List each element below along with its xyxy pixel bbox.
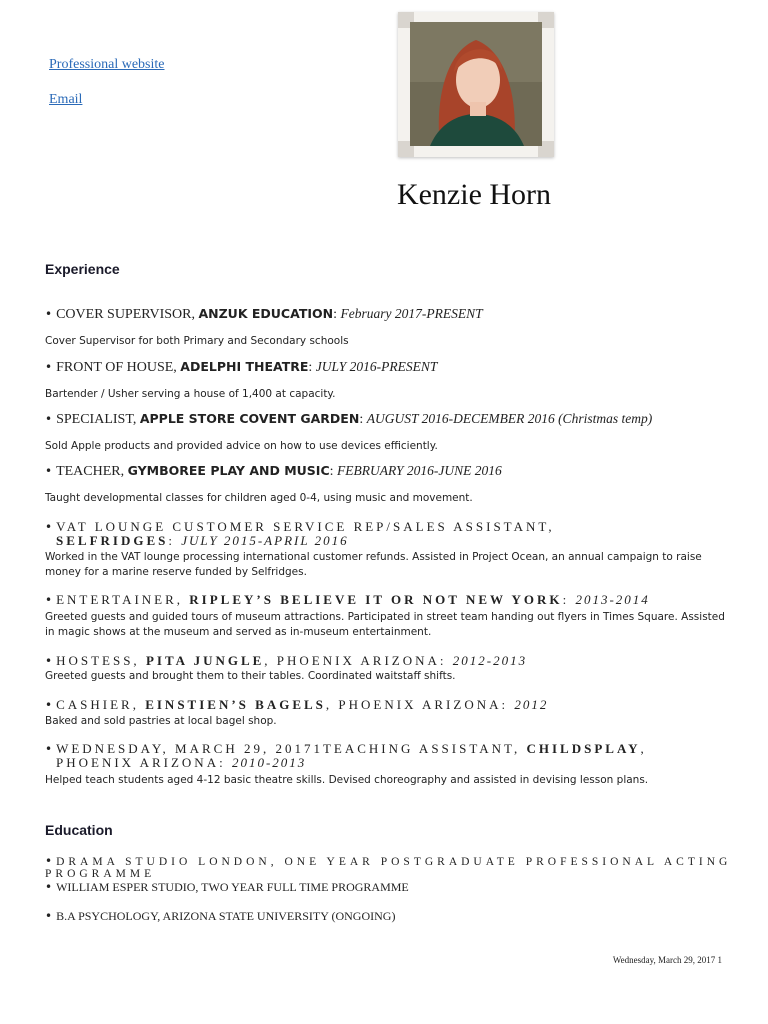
education-heading: Education <box>45 822 113 838</box>
profile-photo <box>410 22 542 146</box>
job-desc-4: Taught developmental classes for children aged 0-4, using music and movement. <box>45 492 473 504</box>
job-desc-3: Sold Apple products and provided advice on how to use devices efficiently. <box>45 440 438 452</box>
job-desc-7: Greeted guests and brought them to their tables. Coordinated waitstaff shifts. <box>45 670 456 682</box>
job-title-2: • FRONT OF HOUSE, ADELPHI THEATRE: JULY 2016-PRESENT <box>45 359 438 375</box>
job-title-5: • VAT LOUNGE CUSTOMER SERVICE REP/SALES ASSISTANT, SELFRIDGES: JULY 2015-APRIL 2016 <box>45 519 555 548</box>
page-footer: Wednesday, March 29, 2017 1 <box>612 955 722 965</box>
job-title-7: • HOSTESS, PITA JUNGLE, PHOENIX ARIZONA: 2012-2013 <box>45 653 528 668</box>
education-item-2: • WILLIAM ESPER STUDIO, TWO YEAR FULL TIME PROGRAMME <box>45 880 409 894</box>
candidate-name: Kenzie Horn <box>396 178 552 211</box>
job-desc-1: Cover Supervisor for both Primary and Secondary schools <box>45 335 349 347</box>
email-link[interactable]: Email <box>49 92 83 107</box>
job-title-9: • WEDNESDAY, MARCH 29, 20171TEACHING ASSISTANT, CHILDSPLAY, PHOENIX ARIZONA: 2010-2013 <box>45 741 647 770</box>
education-item-1: • DRAMA STUDIO LONDON, ONE YEAR POSTGRADUATE PROFESSIONAL ACTING PROGRAMME <box>45 854 732 880</box>
job-title-6: • ENTERTAINER, RIPLEY’S BELIEVE IT OR NOT NEW YORK: 2013-2014 <box>45 592 650 607</box>
job-title-1: • COVER SUPERVISOR, ANZUK EDUCATION: February 2017-PRESENT <box>45 306 483 322</box>
bullet: • <box>45 307 53 321</box>
job-title-8: • CASHIER, EINSTIEN’S BAGELS, PHOENIX ARIZONA: 2012 <box>45 697 549 712</box>
experience-heading: Experience <box>45 261 120 277</box>
job-title-3: • SPECIALIST, APPLE STORE COVENT GARDEN: AUGUST 2016-DECEMBER 2016 (Christmas temp) <box>45 411 653 427</box>
job-desc-5: Worked in the VAT lounge processing international customer refunds. Assisted in Project Ocean, an annual campaign to raise money for a marine reserve funded by Selfridges. <box>45 551 702 578</box>
job-title-4: • TEACHER, GYMBOREE PLAY AND MUSIC: FEBRUARY 2016-JUNE 2016 <box>45 463 502 479</box>
job-desc-6: Greeted guests and guided tours of museum attractions. Participated in street team handing out flyers in Times Square. Assisted in magic shows at the museum and served as in-museum entertainment. <box>45 611 725 638</box>
job-desc-9: Helped teach students aged 4-12 basic theatre skills. Devised choreography and assisted in devising lesson plans. <box>45 774 649 786</box>
education-item-3: • B.A PSYCHOLOGY, ARIZONA STATE UNIVERSITY (ONGOING) <box>45 909 396 923</box>
job-desc-8: Baked and sold pastries at local bagel shop. <box>45 715 277 727</box>
job-desc-2: Bartender / Usher serving a house of 1,400 at capacity. <box>45 388 336 400</box>
profile-photo-frame <box>398 12 554 157</box>
website-link[interactable]: Professional website <box>49 57 165 72</box>
